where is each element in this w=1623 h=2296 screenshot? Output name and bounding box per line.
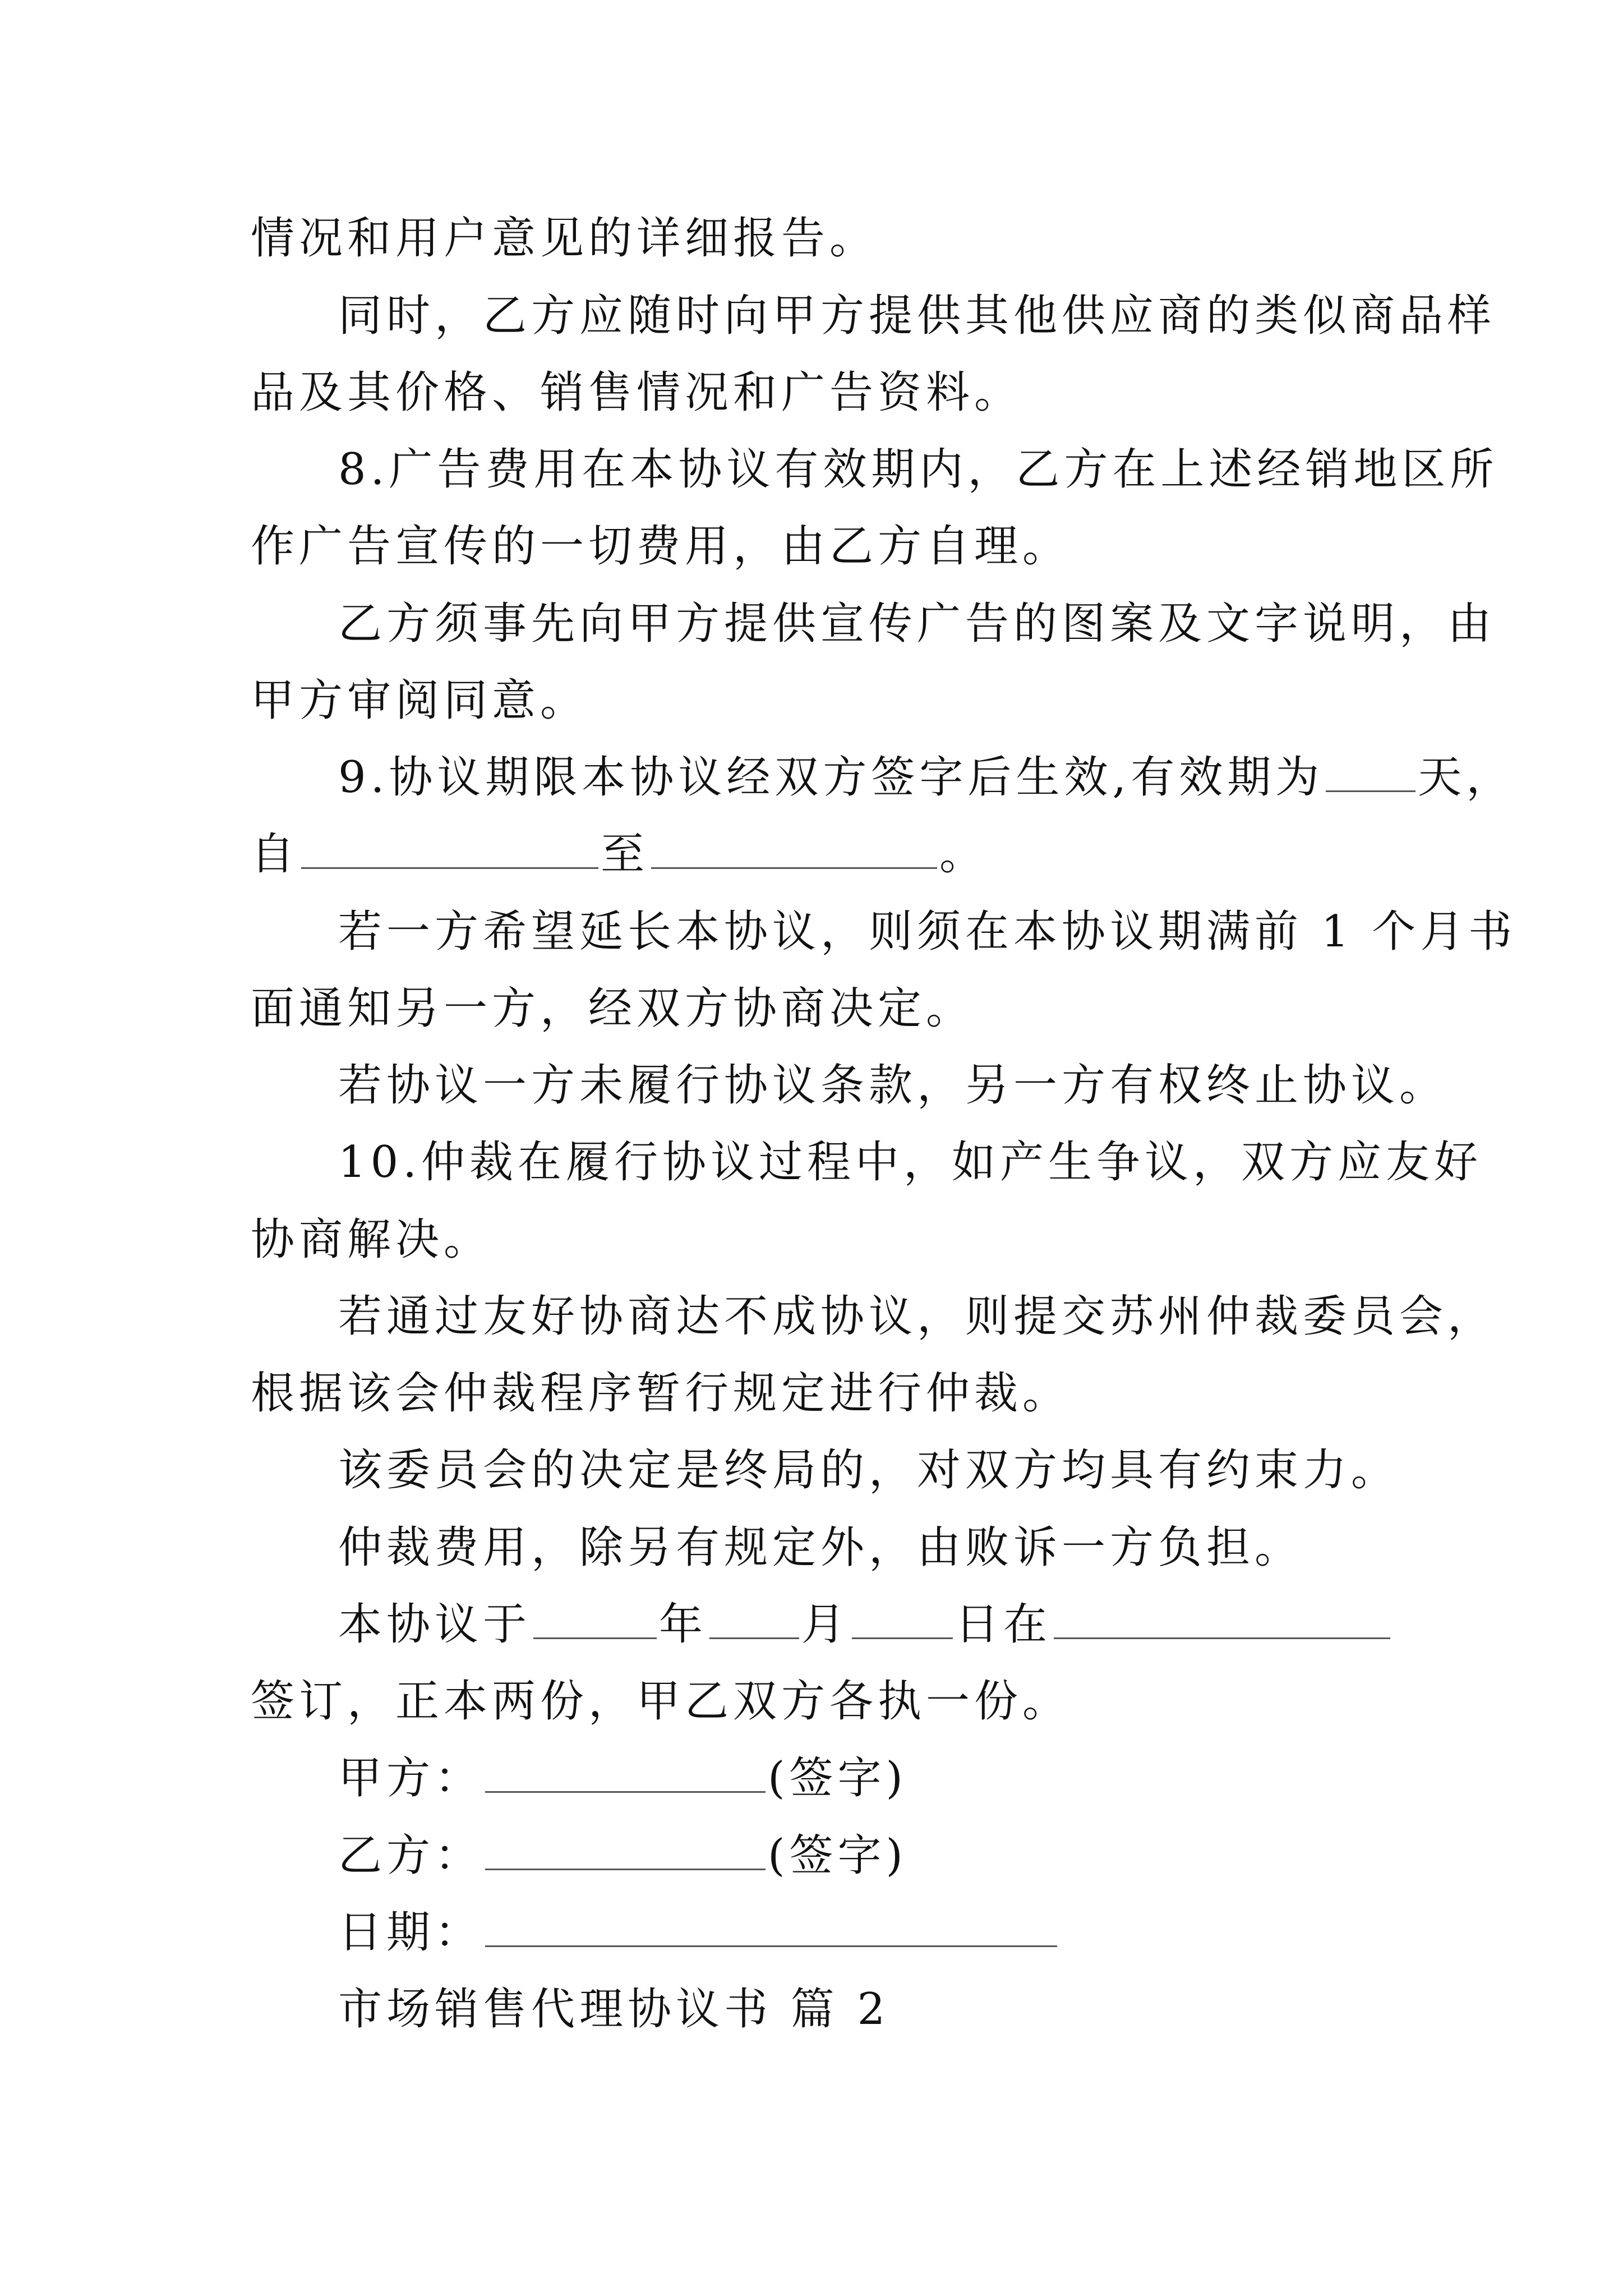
party-b-signature-blank [485,1829,766,1870]
paragraph-line: 情况和用户意见的详细报告。 [251,213,878,264]
term-clause-line [338,747,1514,808]
term-period-line [251,823,988,885]
paragraph-line: 协商解决。 [251,1214,492,1265]
party-b-sign-note: (签字) [768,1830,907,1881]
paragraph-line: 该委员会的决定是终局的，对双方均具有约束力。 [338,1445,1400,1496]
paragraph-line: 面通知另一方，经双方协商决定。 [251,983,975,1034]
party-a-label: 甲方： [338,1753,483,1803]
term-from-label: 自 [251,829,299,880]
term-clause-text: 9.协议期限本协议经双方签字后生效,有效期为 [338,752,1324,803]
term-to-label: 至 [601,829,649,880]
paragraph-line: 若一方希望延长本协议，则须在本协议期满前 1 个月书 [338,907,1517,957]
paragraph-line: 乙方须事先向甲方提供宣传广告的图案及文字说明，由 [338,599,1496,649]
paragraph-line: 仲裁费用，除另有规定外，由败诉一方负担。 [338,1522,1303,1573]
term-end-blank [651,828,937,869]
month-label: 月 [801,1599,850,1650]
signing-prefix: 本协议于 [338,1599,532,1650]
paragraph-line: 品及其价格、销售情况和广告资料。 [251,367,1023,418]
party-a-signature-blank [485,1752,766,1793]
paragraph-line: 若通过友好协商达不成协议，则提交苏州仲裁委员会， [338,1291,1496,1342]
section-heading: 市场销售代理协议书 篇 2 [338,1984,890,2035]
date-label: 日期： [338,1907,483,1958]
date-line [338,1902,1059,1963]
party-a-signature-line [338,1747,907,1809]
paragraph-line: 8.广告费用在本协议有效期内，乙方在上述经销地区所 [338,444,1498,495]
term-end-mark: 。 [939,829,988,880]
paragraph-line: 同时，乙方应随时向甲方提供其他供应商的类似商品样 [338,291,1496,341]
year-label: 年 [659,1599,708,1650]
signing-date-line [338,1594,1393,1655]
place-blank [1054,1598,1390,1639]
paragraph-line: 甲方审阅同意。 [251,675,589,726]
term-days-blank [1326,751,1415,792]
paragraph-line: 作广告宣传的一切费用，由乙方自理。 [251,521,1071,572]
term-start-blank [301,828,598,869]
day-at-label: 日在 [955,1599,1052,1650]
paragraph-line: 根据该会仲裁程序暂行规定进行仲裁。 [251,1368,1071,1419]
party-b-label: 乙方： [338,1830,483,1881]
term-days-unit: 天， [1418,752,1515,803]
party-a-sign-note: (签字) [768,1753,907,1803]
paragraph-line: 若协议一方未履行协议条款，另一方有权终止协议。 [338,1060,1448,1111]
day-blank [852,1598,953,1639]
party-b-signature-line [338,1825,907,1887]
date-blank [485,1906,1057,1947]
year-blank [533,1598,657,1639]
month-blank [709,1598,799,1639]
paragraph-line: 10.仲裁在履行协议过程中，如产生争议，双方应友好 [338,1137,1483,1188]
paragraph-line: 签订，正本两份，甲乙双方各执一份。 [251,1676,1071,1727]
